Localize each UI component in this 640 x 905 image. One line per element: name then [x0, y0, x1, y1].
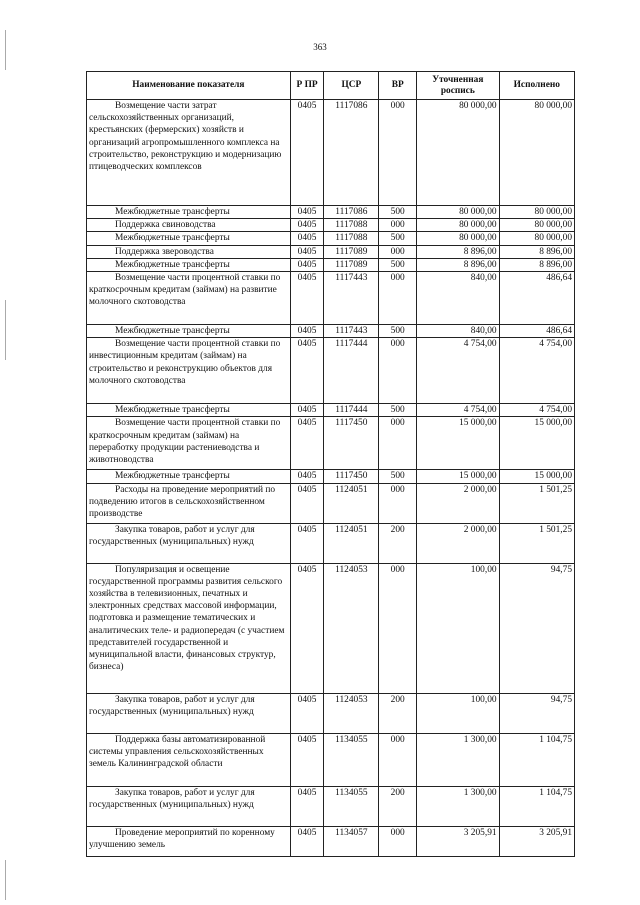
cell-plan: 100,00: [417, 563, 500, 693]
cell-rpr: 0405: [290, 470, 324, 483]
cell-done: 15 000,00: [499, 417, 574, 470]
table-row: [87, 826, 575, 856]
cell-done: 8 896,00: [499, 245, 574, 258]
cell-rpr: 0405: [290, 563, 324, 693]
cell-plan: 15 000,00: [417, 417, 500, 470]
cell-csr: 1117450: [324, 417, 379, 470]
cell-rpr: 0405: [290, 325, 324, 338]
cell-done: 4 754,00: [499, 338, 574, 404]
cell-plan: 80 000,00: [417, 100, 500, 206]
table-row: [87, 206, 575, 219]
cell-done: 8 896,00: [499, 258, 574, 271]
table-body: [87, 100, 575, 857]
table-row: [87, 219, 575, 232]
cell-vr: 500: [379, 325, 417, 338]
cell-vr: 000: [379, 417, 417, 470]
cell-plan: 80 000,00: [417, 206, 500, 219]
cell-name: Популяризация и освещение государственной программы развития сельского хозяйства в телевизионных, печатных и электронных средствах массовой информации, подготовка и размещение тематических и аналитических теле- и радиопередач (с участием представителей государственной и муниципальной власти, финансовых структур, бизнеса): [87, 563, 291, 693]
cell-csr: 1117444: [324, 404, 379, 417]
cell-csr: 1117450: [324, 470, 379, 483]
cell-csr: 1117086: [324, 206, 379, 219]
cell-name: Расходы на проведение мероприятий по подведению итогов в сельскохозяйственном производстве: [87, 483, 291, 523]
cell-csr: 1134055: [324, 733, 379, 786]
cell-name: Межбюджетные трансферты: [87, 470, 291, 483]
cell-name: Межбюджетные трансферты: [87, 258, 291, 271]
cell-plan: 15 000,00: [417, 470, 500, 483]
cell-name: Межбюджетные трансферты: [87, 206, 291, 219]
cell-vr: 000: [379, 245, 417, 258]
header-rpr: Р ПР: [290, 72, 324, 100]
table-row: [87, 232, 575, 245]
cell-rpr: 0405: [290, 786, 324, 826]
cell-csr: 1124051: [324, 523, 379, 563]
table-row: [87, 693, 575, 733]
cell-rpr: 0405: [290, 483, 324, 523]
cell-csr: 1117444: [324, 338, 379, 404]
header-done: Исполнено: [499, 72, 574, 100]
cell-plan: 2 000,00: [417, 523, 500, 563]
cell-rpr: 0405: [290, 338, 324, 404]
table-header-row: [87, 72, 575, 100]
table-row: [87, 563, 575, 693]
cell-csr: 1134057: [324, 826, 379, 856]
cell-rpr: 0405: [290, 272, 324, 325]
cell-vr: 200: [379, 693, 417, 733]
cell-vr: 000: [379, 272, 417, 325]
page-number: 363: [313, 42, 327, 52]
cell-name: Межбюджетные трансферты: [87, 404, 291, 417]
table-row: [87, 245, 575, 258]
cell-done: 15 000,00: [499, 470, 574, 483]
cell-vr: 000: [379, 483, 417, 523]
cell-plan: 100,00: [417, 693, 500, 733]
cell-vr: 000: [379, 826, 417, 856]
cell-plan: 8 896,00: [417, 258, 500, 271]
cell-rpr: 0405: [290, 245, 324, 258]
table-row: [87, 258, 575, 271]
cell-name: Межбюджетные трансферты: [87, 232, 291, 245]
cell-vr: 500: [379, 258, 417, 271]
header-csr: ЦСР: [324, 72, 379, 100]
cell-done: 80 000,00: [499, 232, 574, 245]
table-row: [87, 470, 575, 483]
cell-name: Поддержка базы автоматизированной системы управления сельскохозяйственных земель Калининградской области: [87, 733, 291, 786]
cell-done: 1 501,25: [499, 523, 574, 563]
table-row: [87, 338, 575, 404]
cell-plan: 1 300,00: [417, 786, 500, 826]
cell-plan: 1 300,00: [417, 733, 500, 786]
cell-csr: 1117089: [324, 245, 379, 258]
cell-done: 4 754,00: [499, 404, 574, 417]
cell-plan: 4 754,00: [417, 338, 500, 404]
budget-table: [86, 71, 575, 857]
margin-mark: [5, 860, 6, 900]
cell-name: Закупка товаров, работ и услуг для государственных (муниципальных) нужд: [87, 786, 291, 826]
table-row: [87, 272, 575, 325]
cell-done: 94,75: [499, 563, 574, 693]
cell-name: Поддержка звероводства: [87, 245, 291, 258]
cell-plan: 80 000,00: [417, 232, 500, 245]
cell-vr: 000: [379, 219, 417, 232]
cell-csr: 1117089: [324, 258, 379, 271]
cell-name: Закупка товаров, работ и услуг для государственных (муниципальных) нужд: [87, 523, 291, 563]
cell-name: Проведение мероприятий по коренному улучшению земель: [87, 826, 291, 856]
table-row: [87, 786, 575, 826]
table-row: [87, 100, 575, 206]
table-row: [87, 733, 575, 786]
cell-vr: 000: [379, 338, 417, 404]
cell-csr: 1124053: [324, 563, 379, 693]
table-row: [87, 523, 575, 563]
cell-csr: 1117443: [324, 325, 379, 338]
cell-rpr: 0405: [290, 404, 324, 417]
cell-done: 94,75: [499, 693, 574, 733]
cell-plan: 840,00: [417, 325, 500, 338]
cell-csr: 1117088: [324, 219, 379, 232]
cell-name: Закупка товаров, работ и услуг для государственных (муниципальных) нужд: [87, 693, 291, 733]
margin-mark: [5, 300, 6, 360]
cell-plan: 3 205,91: [417, 826, 500, 856]
cell-rpr: 0405: [290, 258, 324, 271]
cell-done: 80 000,00: [499, 219, 574, 232]
cell-name: Возмещение части процентной ставки по инвестиционным кредитам (займам) на строительство и реконструкцию объектов для молочного скотоводства: [87, 338, 291, 404]
cell-done: 1 501,25: [499, 483, 574, 523]
cell-rpr: 0405: [290, 826, 324, 856]
cell-name: Возмещение части процентной ставки по краткосрочным кредитам (займам) на переработку продукции растениеводства и животноводства: [87, 417, 291, 470]
cell-plan: 8 896,00: [417, 245, 500, 258]
cell-rpr: 0405: [290, 100, 324, 206]
cell-name: Поддержка свиноводства: [87, 219, 291, 232]
cell-csr: 1117443: [324, 272, 379, 325]
cell-vr: 000: [379, 563, 417, 693]
table-row: [87, 417, 575, 470]
cell-rpr: 0405: [290, 417, 324, 470]
cell-vr: 500: [379, 206, 417, 219]
cell-done: 80 000,00: [499, 206, 574, 219]
cell-name: Возмещение части затрат сельскохозяйственных организаций, крестьянских (фермерских) хозяйств и организаций агропромышленного комплекса на строительство, реконструкцию и модернизацию птицеводческих комплексов: [87, 100, 291, 206]
cell-vr: 500: [379, 404, 417, 417]
cell-done: 486,64: [499, 272, 574, 325]
cell-rpr: 0405: [290, 206, 324, 219]
cell-done: 3 205,91: [499, 826, 574, 856]
header-plan: Уточненная роспись: [417, 72, 500, 100]
cell-vr: 200: [379, 786, 417, 826]
cell-vr: 500: [379, 232, 417, 245]
cell-name: Возмещение части процентной ставки по краткосрочным кредитам (займам) на развитие молочного скотоводства: [87, 272, 291, 325]
cell-csr: 1124051: [324, 483, 379, 523]
cell-plan: 840,00: [417, 272, 500, 325]
cell-vr: 500: [379, 470, 417, 483]
cell-vr: 200: [379, 523, 417, 563]
table-row: [87, 483, 575, 523]
table-row: [87, 325, 575, 338]
cell-name: Межбюджетные трансферты: [87, 325, 291, 338]
cell-done: 1 104,75: [499, 733, 574, 786]
cell-rpr: 0405: [290, 733, 324, 786]
margin-mark: [5, 30, 6, 70]
cell-done: 1 104,75: [499, 786, 574, 826]
cell-rpr: 0405: [290, 219, 324, 232]
header-name: Наименование показателя: [87, 72, 291, 100]
cell-plan: 4 754,00: [417, 404, 500, 417]
cell-vr: 000: [379, 733, 417, 786]
header-vr: ВР: [379, 72, 417, 100]
cell-done: 80 000,00: [499, 100, 574, 206]
cell-plan: 2 000,00: [417, 483, 500, 523]
cell-done: 486,64: [499, 325, 574, 338]
table-row: [87, 404, 575, 417]
cell-csr: 1117086: [324, 100, 379, 206]
cell-rpr: 0405: [290, 523, 324, 563]
cell-csr: 1134055: [324, 786, 379, 826]
cell-rpr: 0405: [290, 232, 324, 245]
cell-vr: 000: [379, 100, 417, 206]
cell-csr: 1124053: [324, 693, 379, 733]
cell-rpr: 0405: [290, 693, 324, 733]
cell-csr: 1117088: [324, 232, 379, 245]
cell-plan: 80 000,00: [417, 219, 500, 232]
